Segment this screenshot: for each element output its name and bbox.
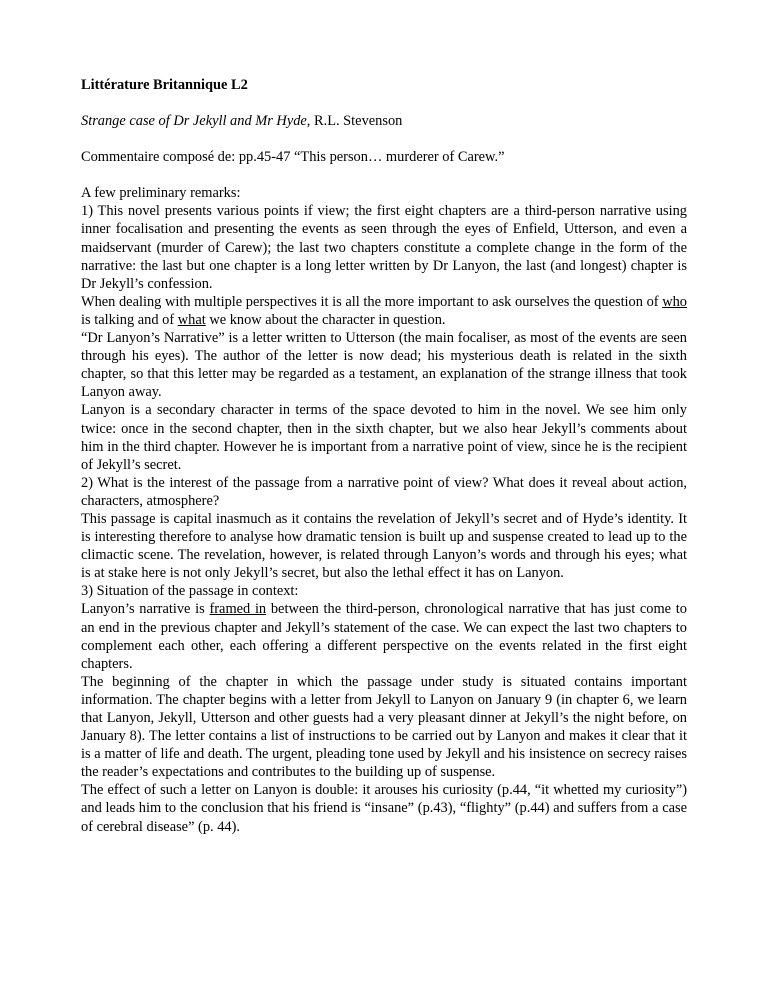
commentary-reference: Commentaire composé de: pp.45-47 “This person… murderer of Carew.” bbox=[81, 149, 505, 166]
book-title: Strange case of Dr Jekyll and Mr Hyde bbox=[81, 113, 307, 130]
underlined-framed-in: framed in bbox=[209, 601, 267, 618]
underlined-what: what bbox=[177, 311, 206, 328]
course-title: Littérature Britannique L2 bbox=[81, 77, 248, 93]
paragraph-2: When dealing with multiple perspectives it is all the more important to ask ourselves the question of who is talking and of what we know about the character in question. bbox=[81, 293, 687, 328]
paragraph-6: This passage is capital inasmuch as it contains the revelation of Jekyll’s secret and of Hyde’s identity. It is interesting therefore to analyse how dramatic tension is built up and suspense created to lead up to the climactic scene. The revelation, however, is related through Lanyon’s words and through his eyes; what is at stake here is not only Jekyll’s secret, but also the lethal effect it has on Lanyon. bbox=[81, 510, 687, 582]
book-reference bbox=[81, 112, 687, 130]
book-author: , R.L. Stevenson bbox=[306, 113, 403, 130]
remarks-intro: A few preliminary remarks: bbox=[81, 185, 241, 202]
paragraph-9: The beginning of the chapter in which the passage under study is situated contains important information. The chapter begins with a letter from Jekyll to Lanyon on January 9 (in chapter 6, we learn that Lanyon, Jekyll, Utterson and other guests had a very pleasant dinner at Jekyll’s the night before, on January 8). The letter contains a list of instructions to be carried out by Lanyon and makes it clear that it is a matter of life and death. The urgent, pleading tone used by Jekyll and his insistence on secrecy raises the reader’s expectations and contributes to the building up of suspense. bbox=[81, 673, 687, 781]
paragraph-8: Lanyon’s narrative is framed in between the third-person, chronological narrative that has just come to an end in the previous chapter and Jekyll’s statement of the case. We can expect the last two chapters to complement each other, each offering a different perspective on the events related in the first eight chapters. bbox=[81, 601, 687, 672]
paragraph-5: 2) What is the interest of the passage from a narrative point of view? What does it reveal about action, characters, atmosphere? bbox=[81, 474, 687, 509]
paragraph-1: 1) This novel presents various points if view; the first eight chapters are a third-person narrative using inner focalisation and presenting the events as seen through the eyes of Enfield, Utterson, and even a maidservant (murder of Carew); the last two chapters constitute a complete change in the form of the narrative: the last but one chapter is a long letter written by Dr Lanyon, the last (and longest) chapter is Dr Jekyll’s confession. bbox=[81, 203, 687, 292]
document-page bbox=[81, 76, 687, 836]
underlined-who: who bbox=[662, 293, 687, 310]
paragraph-10: The effect of such a letter on Lanyon is double: it arouses his curiosity (p.44, “it whetted my curiosity”) and leads him to the conclusion that his friend is “insane” (p.43), “flighty” (p.44) and suffers from a case of cerebral disease” (p. 44). bbox=[81, 782, 687, 835]
paragraph-3: “Dr Lanyon’s Narrative” is a letter written to Utterson (the main focaliser, as most of the events are seen through his eyes). The author of the letter is now dead; his mysterious death is related in the sixth chapter, so that this letter may be regarded as a testament, an explanation of the strange illness that took Lanyon away. bbox=[81, 330, 687, 401]
paragraph-7: 3) Situation of the passage in context: bbox=[81, 583, 299, 600]
paragraph-4: Lanyon is a secondary character in terms of the space devoted to him in the novel. We see him only twice: once in the second chapter, then in the sixth chapter, but we also hear Jekyll’s comments about him in the third chapter. However he is important from a narrative point of view, since he is the recipient of Jekyll’s secret. bbox=[81, 402, 687, 473]
